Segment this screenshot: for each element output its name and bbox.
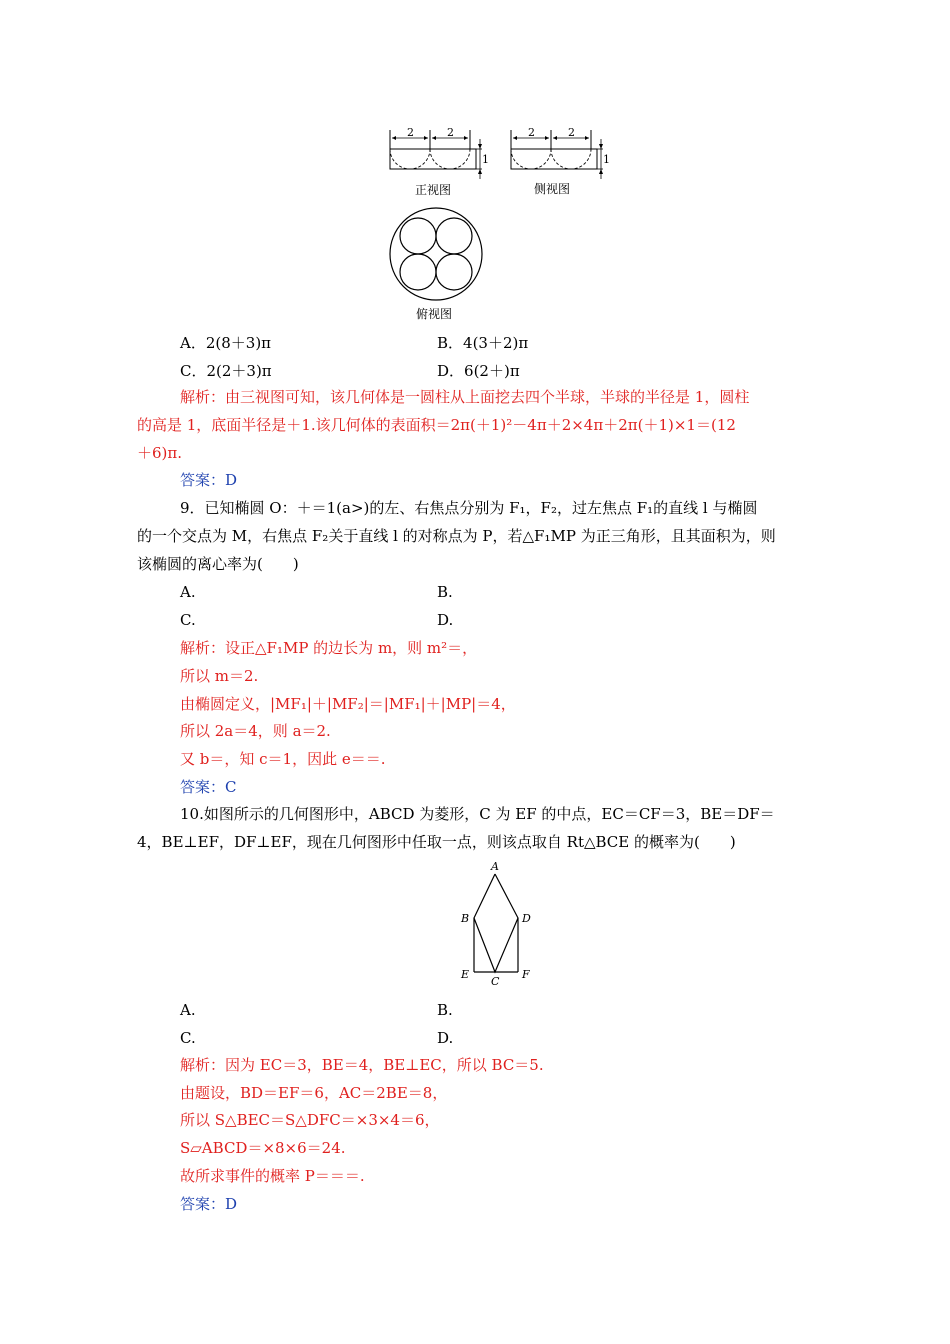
q10-option-b: B. — [437, 1001, 453, 1019]
dim-label: 2 — [528, 126, 535, 139]
q10-stem-line: 4，BE⊥EF，DF⊥EF，现在几何图形中任取一点，则该点取自 Rt△BCE 的概率为( ) — [137, 833, 736, 851]
q10-analysis-line: 解析：因为 EC＝3，BE＝4，BE⊥EC，所以 BC＝5. — [180, 1056, 544, 1074]
q9-answer: 答案：C — [180, 778, 237, 796]
dim-label: 2 — [407, 126, 414, 139]
q10-analysis-line: S▱ABCD＝×8×6＝24. — [180, 1139, 346, 1157]
q10-analysis-line: 所以 S△BEC＝S△DFC＝×3×4＝6， — [180, 1111, 440, 1129]
q8-answer: 答案：D — [180, 471, 238, 489]
q8-option-d: D．6(2＋)π — [437, 362, 520, 380]
q9-stem-line: 该椭圆的离心率为( ) — [137, 555, 299, 573]
q9-analysis-line: 由椭圆定义，|MF₁|＋|MF₂|＝|MF₁|＋|MP|＝4， — [180, 695, 516, 713]
q9-analysis-line: 所以 2a＝4，则 a＝2. — [180, 722, 331, 740]
point-label: C — [491, 975, 500, 988]
q8-analysis-line: 解析：由三视图可知，该几何体是一圆柱从上面挖去四个半球，半球的半径是 1，圆柱 — [180, 388, 750, 406]
q9-analysis-line: 解析：设正△F₁MP 的边长为 m，则 m²＝， — [180, 639, 478, 657]
top-view-figure — [388, 206, 484, 302]
dim-label: 1 — [603, 153, 610, 166]
q9-option-a: A. — [180, 583, 196, 601]
q9-option-b: B. — [437, 583, 453, 601]
q10-analysis-line: 由题设，BD＝EF＝6，AC＝2BE＝8， — [180, 1084, 448, 1102]
q10-option-c: C. — [180, 1029, 196, 1047]
q8-option-c: C．2(2＋3)π — [180, 362, 272, 380]
q8-option-b: B．4(3＋2)π — [437, 334, 529, 352]
point-label: D — [522, 912, 531, 925]
q9-stem-line: 的一个交点为 M，右焦点 F₂关于直线 l 的对称点为 P，若△F₁MP 为正三角形，且其面积为，则 — [137, 527, 776, 545]
q9-stem-line: 9．已知椭圆 O：＋＝1(a>)的左、右焦点分别为 F₁，F₂，过左焦点 F₁的直线 l 与椭圆 — [180, 499, 758, 517]
q10-analysis-line: 故所求事件的概率 P＝＝＝. — [180, 1167, 365, 1185]
q10-option-d: D. — [437, 1029, 454, 1047]
q9-analysis-line: 又 b＝，知 c＝1，因此 e＝＝. — [180, 750, 386, 768]
side-view-label: 侧视图 — [534, 182, 571, 196]
dim-label: 1 — [482, 153, 489, 166]
rhombus-figure — [455, 860, 545, 990]
front-view-label: 正视图 — [415, 183, 452, 197]
q10-stem-line: 10.如图所示的几何图形中，ABCD 为菱形，C 为 EF 的中点，EC＝CF＝3，BE＝DF＝ — [180, 805, 775, 823]
q9-analysis-line: 所以 m＝2. — [180, 667, 259, 685]
q8-analysis-line: 的高是 1，底面半径是＋1.该几何体的表面积＝2π(＋1)²－4π＋2×4π＋2π(＋1)×1＝(12 — [137, 416, 736, 434]
top-view-label: 俯视图 — [416, 307, 453, 321]
q9-option-c: C. — [180, 611, 196, 629]
point-label: F — [522, 968, 530, 981]
q10-answer: 答案：D — [180, 1195, 238, 1213]
dim-label: 2 — [568, 126, 575, 139]
q10-option-a: A. — [180, 1001, 196, 1019]
point-label: B — [461, 912, 470, 925]
side-view-figure — [506, 125, 616, 185]
point-label: E — [461, 968, 470, 981]
front-view-figure — [385, 125, 495, 185]
dim-label: 2 — [447, 126, 454, 139]
q9-option-d: D. — [437, 611, 454, 629]
point-label: A — [491, 860, 499, 873]
q8-analysis-line: ＋6)π. — [137, 444, 183, 462]
q8-option-a: A．2(8＋3)π — [180, 334, 272, 352]
